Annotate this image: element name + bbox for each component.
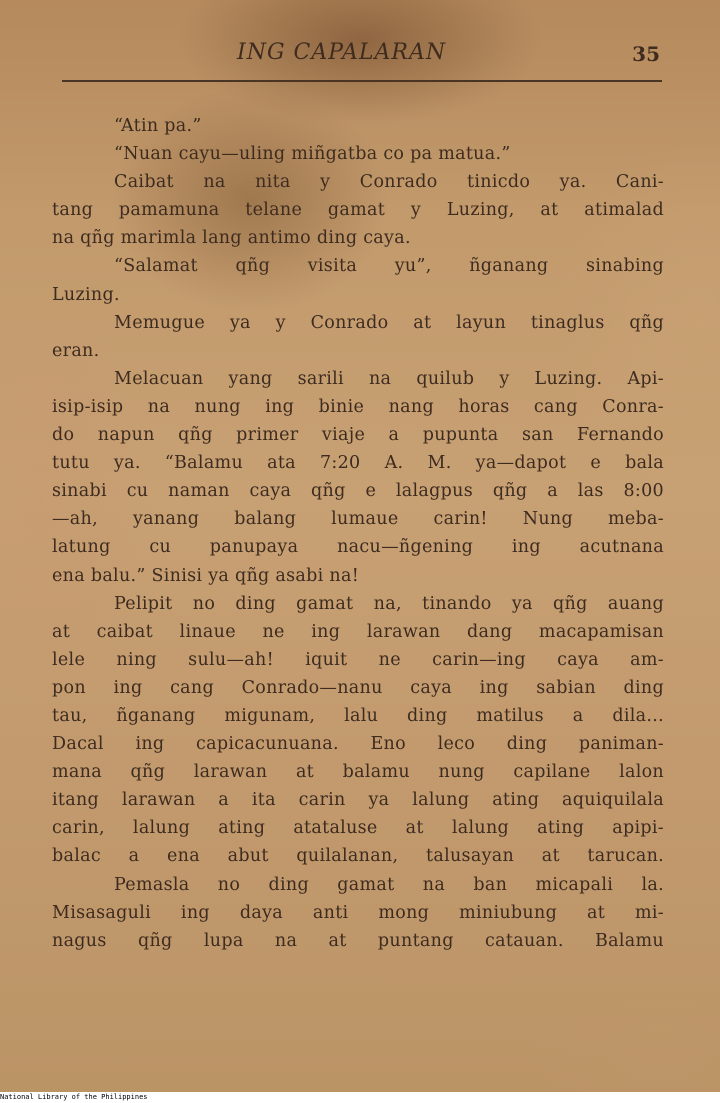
text-line: tang pamamuna telane gamat y Luzing, at atimalad <box>52 200 664 221</box>
text-line: mana qñg larawan at balamu nung capilane lalon <box>52 762 664 783</box>
text-line: —ah, yanang balang lumaue carin! Nung meba- <box>52 509 664 530</box>
text-line: Misasaguli ing daya anti mong miniubung at mi- <box>52 902 664 923</box>
text-line: nagus qñg lupa na at puntang catauan. Balamu <box>52 930 664 951</box>
text-line: sinabi cu naman caya qñg e lalagpus qñg a las 8:00 <box>52 481 664 502</box>
text-line: Caibat na nita y Conrado tinicdo ya. Cani- <box>114 172 664 193</box>
text-line: Memugue ya y Conrado at layun tinaglus qñg <box>114 312 664 333</box>
text-line: Melacuan yang sarili na quilub y Luzing. Api- <box>114 368 664 389</box>
text-line: Dacal ing capicacunuana. Eno leco ding paniman- <box>52 734 664 755</box>
text-line: do napun qñg primer viaje a pupunta san Fernando <box>52 425 664 446</box>
body-text <box>52 112 664 955</box>
text-line: latung cu panupaya nacu—ñgening ing acutnana <box>52 537 664 558</box>
text-line: tau, ñganang migunam, lalu ding matilus a dila... <box>52 705 664 726</box>
text-line: carin, lalung ating atataluse at lalung ating apipi- <box>52 818 664 839</box>
text-line: tutu ya. “Balamu ata 7:20 A. M. ya—dapot e bala <box>52 453 664 474</box>
text-line: Luzing. <box>52 284 120 305</box>
text-line: Pemasla no ding gamat na ban micapali la. <box>114 874 664 895</box>
text-line: ena balu.” Sinisi ya qñg asabi na! <box>52 565 360 586</box>
running-title: ING CAPALARAN <box>237 40 447 65</box>
text-line: balac a ena abut quilalanan, talusayan at tarucan. <box>52 846 664 867</box>
page-header <box>62 40 662 82</box>
text-line: itang larawan a ita carin ya lalung ating aquiquilala <box>52 790 664 811</box>
text-line: “Atin pa.” <box>114 116 202 136</box>
text-line: “Nuan cayu—uling miñgatba co pa matua.” <box>114 144 511 165</box>
text-line: “Salamat qñg visita yu”, ñganang sinabing <box>114 256 664 277</box>
text-line: lele ning sulu—ah! iquit ne carin—ing caya am- <box>52 649 664 670</box>
text-line: eran. <box>52 340 100 361</box>
text-line: na qñg marimla lang antimo ding caya. <box>52 228 411 249</box>
page-number: 35 <box>632 42 660 66</box>
text-line: isip-isip na nung ing binie nang horas cang Conra- <box>52 396 664 417</box>
text-line: at caibat linaue ne ing larawan dang macapamisan <box>52 621 664 642</box>
library-credit: National Library of the Philippines <box>0 1093 148 1101</box>
text-line: pon ing cang Conrado—nanu caya ing sabian ding <box>52 677 664 698</box>
text-line: Pelipit no ding gamat na, tinando ya qñg auang <box>114 593 664 614</box>
